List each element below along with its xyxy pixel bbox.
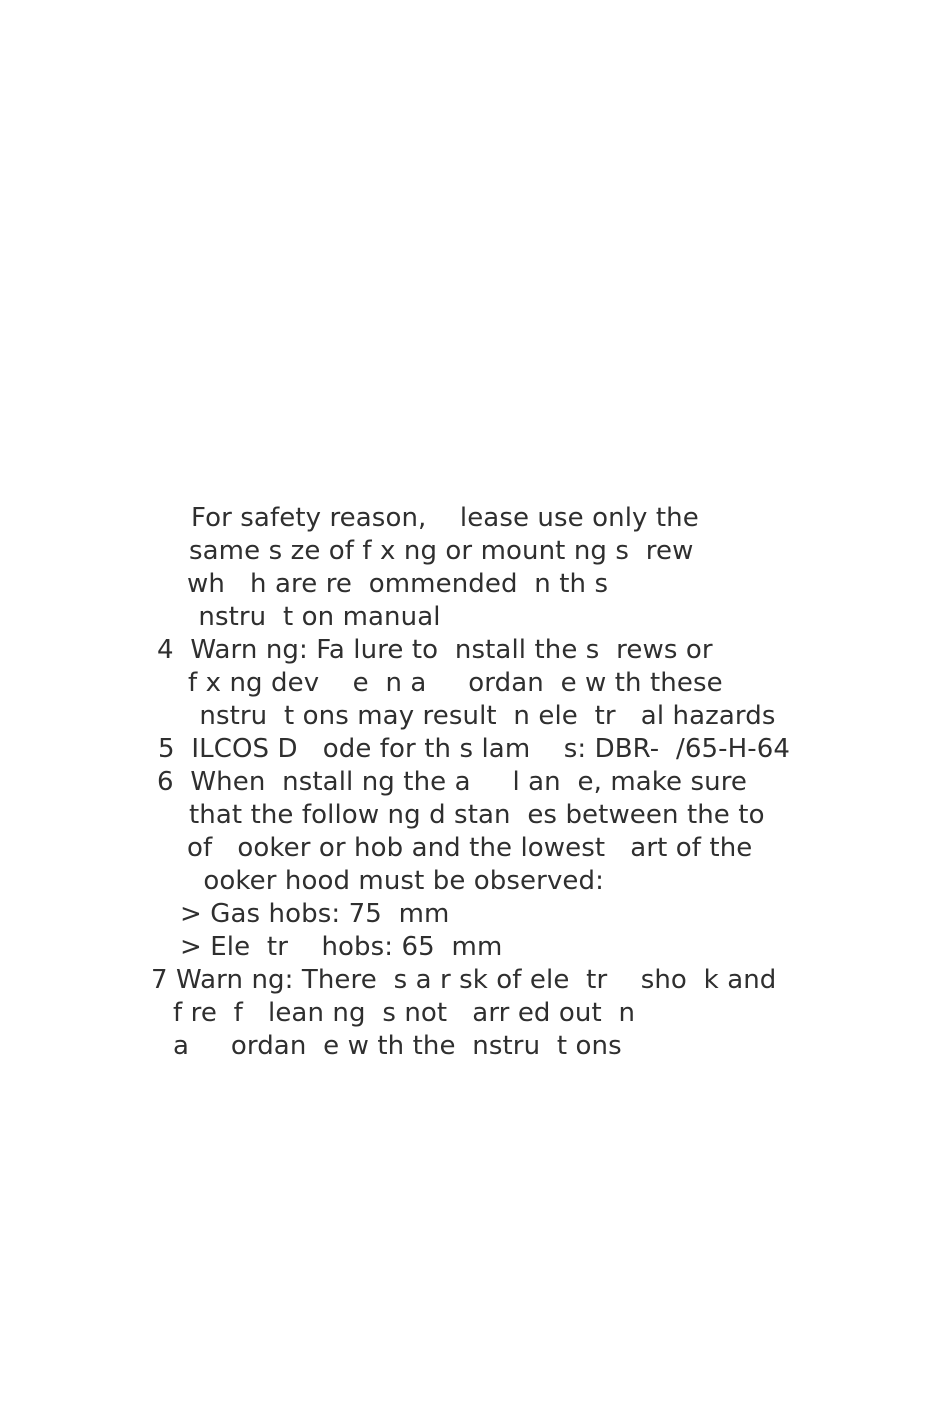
text-line: nstru t ons may result n ele tr al hazards — [191, 701, 776, 731]
text-line: 4 Warn ng: Fa lure to nstall the s rews or — [157, 635, 713, 665]
text-line: > Gas hobs: 75 mm — [180, 899, 450, 929]
text-line: that the follow ng d stan es between the to — [189, 800, 765, 830]
text-line: For safety reason, lease use only the — [191, 503, 699, 533]
text-line: 6 When nstall ng the a l an e, make sure — [157, 767, 748, 797]
text-line: f x ng dev e n a ordan e w th these — [188, 668, 723, 698]
text-line: wh h are re ommended n th s — [187, 569, 609, 599]
text-line: a ordan e w th the nstru t ons — [173, 1031, 622, 1061]
text-line: of ooker or hob and the lowest art of the — [187, 833, 753, 863]
text-line: same s ze of f x ng or mount ng s rew — [189, 536, 694, 566]
text-line: > Ele tr hobs: 65 mm — [180, 932, 503, 962]
text-line: ooker hood must be observed: — [195, 866, 604, 896]
text-line: f re f lean ng s not arr ed out n — [173, 998, 636, 1028]
text-line: 5 ILCOS D ode for th s lam s: DBR- /65-H-64 — [158, 734, 790, 764]
text-line: nstru t on manual — [190, 602, 441, 632]
text-line: 7 Warn ng: There s a r sk of ele tr sho k and — [151, 965, 777, 995]
